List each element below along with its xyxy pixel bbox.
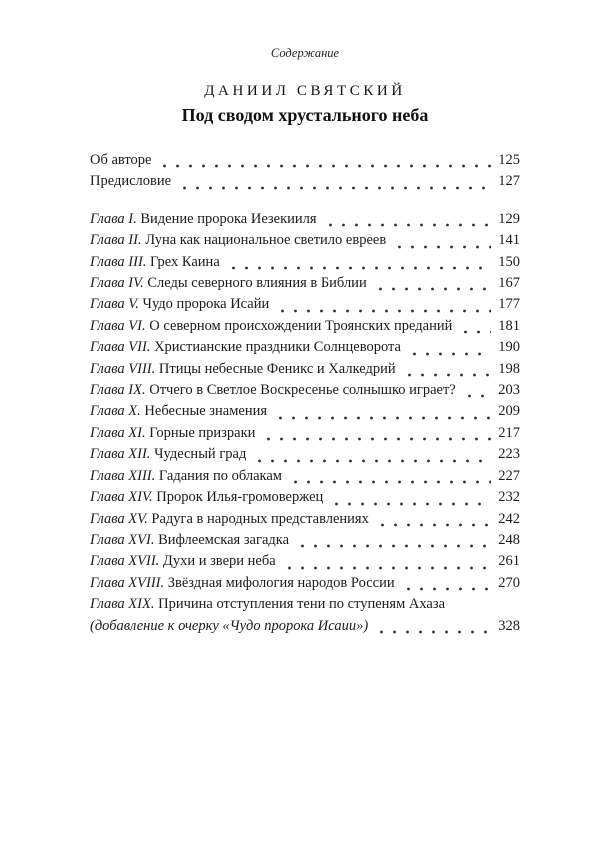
dot-leader (289, 472, 491, 487)
entry-title: Глава III. Грех Каина (90, 253, 220, 270)
toc-entry (90, 337, 520, 358)
entry-title: Глава X. Небесные знамения (90, 403, 268, 420)
chapter-prefix: Глава VI. (90, 317, 150, 334)
toc-entry (90, 150, 520, 171)
entry-title: Глава V. Чудо пророка Исайи (90, 296, 270, 313)
entry-title: Глава XIX. Причина отступления тени по ступеням Ахаза (90, 596, 446, 613)
toc-entry (90, 252, 520, 273)
chapter-prefix: Глава XIV. (90, 489, 157, 506)
dot-leader (227, 258, 491, 273)
chapter-prefix: Глава VIII. (90, 360, 159, 377)
page-number: 198 (498, 360, 520, 377)
toc-entry (90, 573, 520, 594)
dot-leader (274, 408, 491, 423)
toc-entry (90, 380, 520, 401)
dot-leader (402, 579, 491, 594)
toc-entry (90, 530, 520, 551)
page-number: 223 (498, 446, 520, 463)
page-number: 125 (498, 152, 520, 168)
page-number: 232 (498, 489, 520, 506)
toc-entry (90, 616, 520, 637)
running-head: Содержание (270, 46, 340, 60)
chapter-prefix: Глава IV. (90, 275, 148, 292)
page-number: 190 (498, 339, 520, 356)
toc-entry (90, 230, 520, 251)
dot-leader (463, 386, 491, 401)
page-number: 141 (498, 232, 520, 249)
dot-leader (253, 451, 491, 466)
toc-entry (90, 209, 520, 230)
page-number: 261 (498, 553, 520, 570)
toc-entry (90, 509, 520, 530)
toc-entry (90, 359, 520, 380)
page-number: 217 (498, 424, 520, 441)
entry-title: Глава VI. О северном происхождении Троянских преданий (90, 317, 453, 334)
entry-title: Глава IV. Следы северного влияния в Библии (90, 275, 367, 292)
page-number: 209 (498, 403, 520, 420)
page-number: 127 (498, 173, 520, 190)
dot-leader (459, 322, 491, 337)
chapter-prefix: Глава III. (90, 253, 151, 270)
toc-entry (90, 444, 520, 465)
dot-leader (262, 429, 491, 444)
entry-title: Глава XIII. Гадания по облакам (90, 467, 282, 484)
chapter-prefix: Глава II. (90, 232, 146, 249)
chapter-prefix: Глава XVIII. (90, 574, 168, 591)
chapter-prefix: Глава XIII. (90, 467, 159, 484)
chapter-prefix: Глава VII. (90, 339, 155, 356)
toc-entry (90, 401, 520, 422)
book-author: ДАНИИЛ СВЯТСКИЙ (204, 83, 406, 99)
dot-leader (283, 558, 491, 573)
chapter-prefix: Глава I. (90, 210, 141, 227)
toc-entry (90, 594, 520, 615)
page-number: 177 (498, 296, 520, 313)
toc-entry (90, 316, 520, 337)
page-number: 150 (498, 253, 520, 270)
page-number: 328 (498, 617, 520, 634)
book-title: Под сводом хрустального неба (181, 105, 429, 125)
chapter-prefix: Глава XVII. (90, 553, 163, 570)
toc-entry (90, 551, 520, 572)
page-number: 181 (498, 317, 520, 334)
page-number: 248 (498, 531, 520, 548)
page-number: 203 (498, 382, 520, 399)
entry-title: Предисловие (90, 173, 172, 190)
dot-leader (276, 301, 491, 316)
dot-leader (408, 344, 491, 359)
chapter-prefix: Глава V. (90, 296, 143, 313)
entry-title: Глава XV. Радуга в народных представлениях (90, 510, 369, 527)
entry-title: Глава VIII. Птицы небесные Феникс и Халкедрий (90, 360, 396, 377)
toc-entry (90, 294, 520, 315)
entry-title: (добавление к очерку «Чудо пророка Исаии») (90, 617, 369, 634)
chapter-prefix: Глава XI. (90, 424, 150, 441)
entry-title: Глава XII. Чудесный град (90, 446, 247, 463)
page-number: 270 (498, 574, 520, 591)
entry-title: Глава II. Луна как национальное светило евреев (90, 232, 387, 249)
entry-title: Глава XVI. Вифлеемская загадка (90, 531, 290, 548)
page-number: 167 (498, 275, 520, 292)
entry-title: Глава XVII. Духи и звери неба (90, 553, 276, 570)
dot-leader (403, 365, 491, 380)
dot-leader (178, 178, 491, 193)
entry-title: Об авторе (90, 152, 152, 168)
toc-entry (90, 487, 520, 508)
chapter-prefix: Глава XII. (90, 446, 155, 463)
toc-list (90, 150, 520, 637)
toc-entry (90, 466, 520, 487)
dot-leader (375, 622, 491, 637)
toc-entry (90, 273, 520, 294)
chapter-prefix: Глава X. (90, 403, 145, 420)
entry-title: Глава I. Видение пророка Иезекииля (90, 210, 317, 227)
toc-entry (90, 423, 520, 444)
page-number: 227 (498, 467, 520, 484)
dot-leader (296, 536, 491, 551)
dot-leader (393, 237, 491, 252)
dot-leader (158, 156, 491, 171)
dot-leader (324, 215, 491, 230)
chapter-prefix: Глава XV. (90, 510, 152, 527)
entry-title: Глава XI. Горные призраки (90, 424, 256, 441)
toc-entry (90, 171, 520, 192)
chapter-prefix: Глава XIX. (90, 596, 159, 613)
entry-title: Глава XVIII. Звёздная мифология народов России (90, 574, 395, 591)
entry-title: Глава VII. Христианские праздники Солнцеворота (90, 339, 401, 356)
entry-title: Глава IX. Отчего в Светлое Воскресенье солнышко играет? (90, 382, 456, 399)
chapter-prefix: Глава IX. (90, 382, 150, 399)
dot-leader (376, 515, 491, 530)
dot-leader (374, 279, 491, 294)
dot-leader (330, 494, 491, 509)
chapter-prefix: Глава XVI. (90, 531, 159, 548)
page-number: 129 (498, 210, 520, 227)
page-number: 242 (498, 510, 520, 527)
entry-title: Глава XIV. Пророк Илья-громовержец (90, 489, 324, 506)
